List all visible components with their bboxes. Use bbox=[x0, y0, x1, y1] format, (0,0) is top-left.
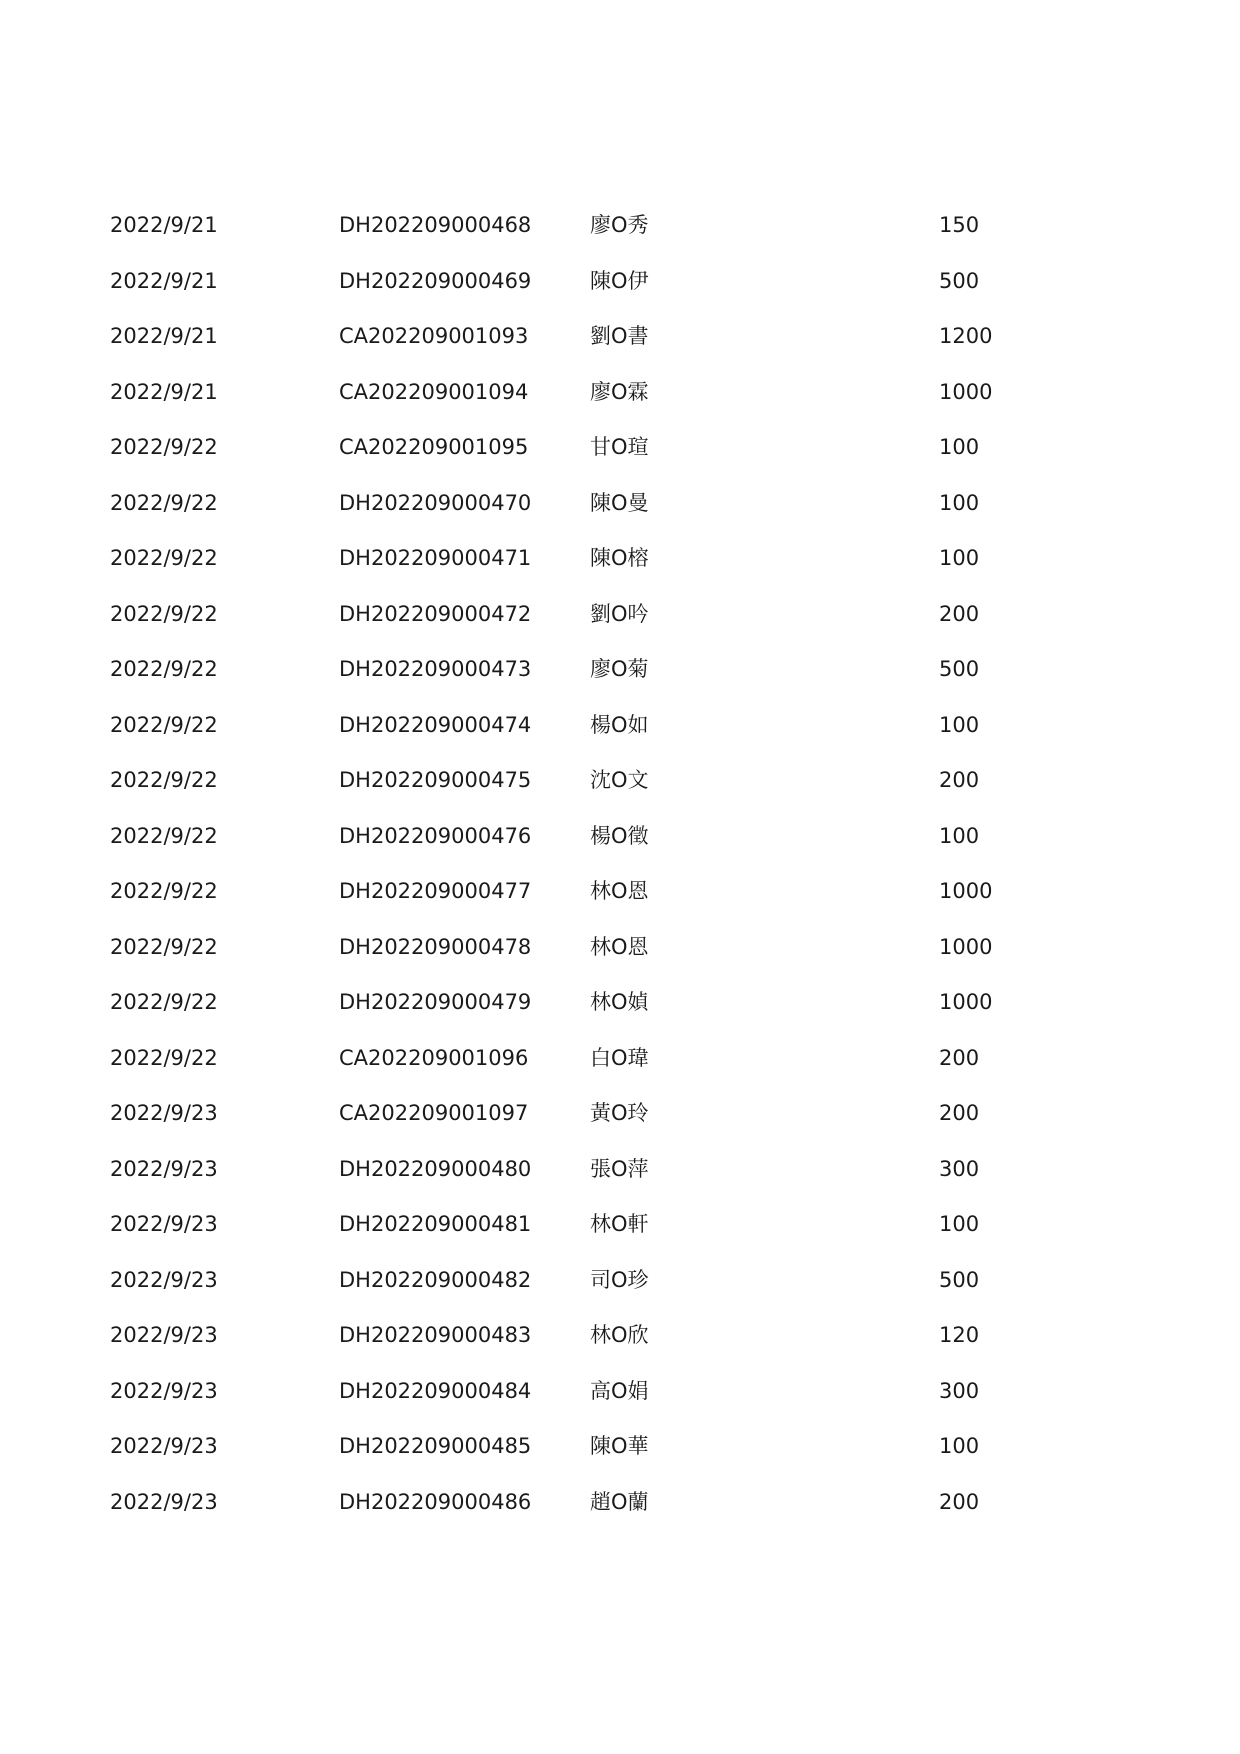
reference-number-cell: DH202209000483 bbox=[339, 1323, 532, 1347]
donor-name-cell: 陳O榕 bbox=[590, 546, 649, 570]
date-cell: 2022/9/22 bbox=[110, 657, 218, 681]
date-cell: 2022/9/23 bbox=[110, 1434, 218, 1458]
amount-cell: 500 bbox=[939, 657, 980, 681]
list-row bbox=[0, 877, 1240, 933]
date-cell: 2022/9/23 bbox=[110, 1212, 218, 1236]
reference-number-cell: DH202209000475 bbox=[339, 768, 532, 792]
date-cell: 2022/9/22 bbox=[110, 823, 218, 848]
date-cell: 2022/9/22 bbox=[110, 601, 218, 626]
donor-name-cell: 劉O吟 bbox=[590, 601, 649, 626]
amount-cell: 200 bbox=[939, 1101, 980, 1125]
date-cell: 2022/9/22 bbox=[110, 990, 218, 1014]
amount-cell: 100 bbox=[939, 490, 980, 515]
donor-name-cell: 趙O蘭 bbox=[590, 1489, 649, 1514]
amount-cell: 100 bbox=[939, 1434, 980, 1458]
amount-cell: 1200 bbox=[939, 324, 993, 348]
reference-number-cell: CA202209001095 bbox=[339, 435, 529, 459]
reference-number-cell: DH202209000469 bbox=[339, 268, 532, 293]
reference-number-cell: CA202209001096 bbox=[339, 1045, 529, 1070]
amount-cell: 100 bbox=[939, 823, 980, 848]
reference-number-cell: CA202209001097 bbox=[339, 1101, 529, 1125]
donor-name-cell: 甘O瑄 bbox=[590, 435, 649, 459]
reference-number-cell: CA202209001093 bbox=[339, 324, 529, 348]
reference-number-cell: DH202209000470 bbox=[339, 490, 532, 515]
list-row bbox=[0, 211, 1240, 267]
date-cell: 2022/9/22 bbox=[110, 934, 218, 959]
date-cell: 2022/9/22 bbox=[110, 1045, 218, 1070]
donor-name-cell: 林O欣 bbox=[590, 1323, 649, 1347]
amount-cell: 200 bbox=[939, 768, 980, 792]
list-row bbox=[0, 1377, 1240, 1433]
reference-number-cell: DH202209000482 bbox=[339, 1267, 532, 1292]
date-cell: 2022/9/21 bbox=[110, 268, 218, 293]
reference-number-cell: DH202209000472 bbox=[339, 601, 532, 626]
list-row bbox=[0, 711, 1240, 767]
amount-cell: 500 bbox=[939, 1267, 980, 1292]
donor-name-cell: 司O珍 bbox=[590, 1267, 649, 1292]
amount-cell: 120 bbox=[939, 1323, 980, 1347]
list-row bbox=[0, 822, 1240, 878]
reference-number-cell: DH202209000479 bbox=[339, 990, 532, 1014]
donor-name-cell: 白O瑋 bbox=[590, 1045, 649, 1070]
list-row bbox=[0, 489, 1240, 545]
amount-cell: 1000 bbox=[939, 934, 993, 959]
date-cell: 2022/9/22 bbox=[110, 768, 218, 792]
amount-cell: 1000 bbox=[939, 879, 993, 903]
donor-name-cell: 陳O伊 bbox=[590, 268, 649, 293]
list-row bbox=[0, 933, 1240, 989]
donor-name-cell: 沈O文 bbox=[590, 768, 649, 792]
amount-cell: 200 bbox=[939, 601, 980, 626]
donation-list bbox=[0, 211, 1240, 1543]
list-row bbox=[0, 378, 1240, 434]
reference-number-cell: DH202209000477 bbox=[339, 879, 532, 903]
date-cell: 2022/9/23 bbox=[110, 1267, 218, 1292]
donor-name-cell: 陳O曼 bbox=[590, 490, 649, 515]
amount-cell: 100 bbox=[939, 435, 980, 459]
reference-number-cell: DH202209000474 bbox=[339, 712, 532, 737]
list-row bbox=[0, 655, 1240, 711]
reference-number-cell: DH202209000473 bbox=[339, 657, 532, 681]
list-row bbox=[0, 544, 1240, 600]
date-cell: 2022/9/21 bbox=[110, 379, 218, 404]
amount-cell: 150 bbox=[939, 213, 980, 237]
reference-number-cell: CA202209001094 bbox=[339, 379, 529, 404]
list-row bbox=[0, 1488, 1240, 1544]
amount-cell: 300 bbox=[939, 1378, 980, 1403]
date-cell: 2022/9/23 bbox=[110, 1101, 218, 1125]
donor-name-cell: 高O娟 bbox=[590, 1378, 649, 1403]
donor-name-cell: 林O恩 bbox=[590, 879, 649, 903]
reference-number-cell: DH202209000478 bbox=[339, 934, 532, 959]
amount-cell: 200 bbox=[939, 1489, 980, 1514]
donor-name-cell: 林O軒 bbox=[590, 1212, 649, 1236]
list-row bbox=[0, 1266, 1240, 1322]
donor-name-cell: 林O媜 bbox=[590, 990, 649, 1014]
donor-name-cell: 黃O玲 bbox=[590, 1101, 649, 1125]
amount-cell: 100 bbox=[939, 1212, 980, 1236]
amount-cell: 500 bbox=[939, 268, 980, 293]
donor-name-cell: 廖O霖 bbox=[590, 379, 649, 404]
list-row bbox=[0, 1044, 1240, 1100]
donor-name-cell: 廖O菊 bbox=[590, 657, 649, 681]
reference-number-cell: DH202209000476 bbox=[339, 823, 532, 848]
amount-cell: 1000 bbox=[939, 379, 993, 404]
date-cell: 2022/9/23 bbox=[110, 1323, 218, 1347]
amount-cell: 200 bbox=[939, 1045, 980, 1070]
donor-name-cell: 楊O徵 bbox=[590, 823, 649, 848]
donor-name-cell: 楊O如 bbox=[590, 712, 649, 737]
reference-number-cell: DH202209000468 bbox=[339, 213, 532, 237]
list-row bbox=[0, 1155, 1240, 1211]
list-row bbox=[0, 433, 1240, 489]
list-row bbox=[0, 988, 1240, 1044]
date-cell: 2022/9/22 bbox=[110, 712, 218, 737]
list-row bbox=[0, 600, 1240, 656]
reference-number-cell: DH202209000484 bbox=[339, 1378, 532, 1403]
amount-cell: 100 bbox=[939, 712, 980, 737]
list-row bbox=[0, 1432, 1240, 1488]
list-row bbox=[0, 766, 1240, 822]
date-cell: 2022/9/22 bbox=[110, 435, 218, 459]
reference-number-cell: DH202209000481 bbox=[339, 1212, 532, 1236]
list-row bbox=[0, 1210, 1240, 1266]
reference-number-cell: DH202209000471 bbox=[339, 546, 532, 570]
donor-name-cell: 張O萍 bbox=[590, 1156, 649, 1181]
donor-name-cell: 廖O秀 bbox=[590, 213, 649, 237]
list-row bbox=[0, 1321, 1240, 1377]
list-row bbox=[0, 1099, 1240, 1155]
reference-number-cell: DH202209000480 bbox=[339, 1156, 532, 1181]
date-cell: 2022/9/23 bbox=[110, 1156, 218, 1181]
donor-name-cell: 陳O華 bbox=[590, 1434, 649, 1458]
donor-name-cell: 劉O書 bbox=[590, 324, 649, 348]
date-cell: 2022/9/23 bbox=[110, 1489, 218, 1514]
donor-name-cell: 林O恩 bbox=[590, 934, 649, 959]
reference-number-cell: DH202209000485 bbox=[339, 1434, 532, 1458]
date-cell: 2022/9/23 bbox=[110, 1378, 218, 1403]
date-cell: 2022/9/22 bbox=[110, 546, 218, 570]
amount-cell: 1000 bbox=[939, 990, 993, 1014]
amount-cell: 100 bbox=[939, 546, 980, 570]
date-cell: 2022/9/22 bbox=[110, 879, 218, 903]
date-cell: 2022/9/22 bbox=[110, 490, 218, 515]
date-cell: 2022/9/21 bbox=[110, 213, 218, 237]
list-row bbox=[0, 322, 1240, 378]
list-row bbox=[0, 267, 1240, 323]
reference-number-cell: DH202209000486 bbox=[339, 1489, 532, 1514]
amount-cell: 300 bbox=[939, 1156, 980, 1181]
date-cell: 2022/9/21 bbox=[110, 324, 218, 348]
